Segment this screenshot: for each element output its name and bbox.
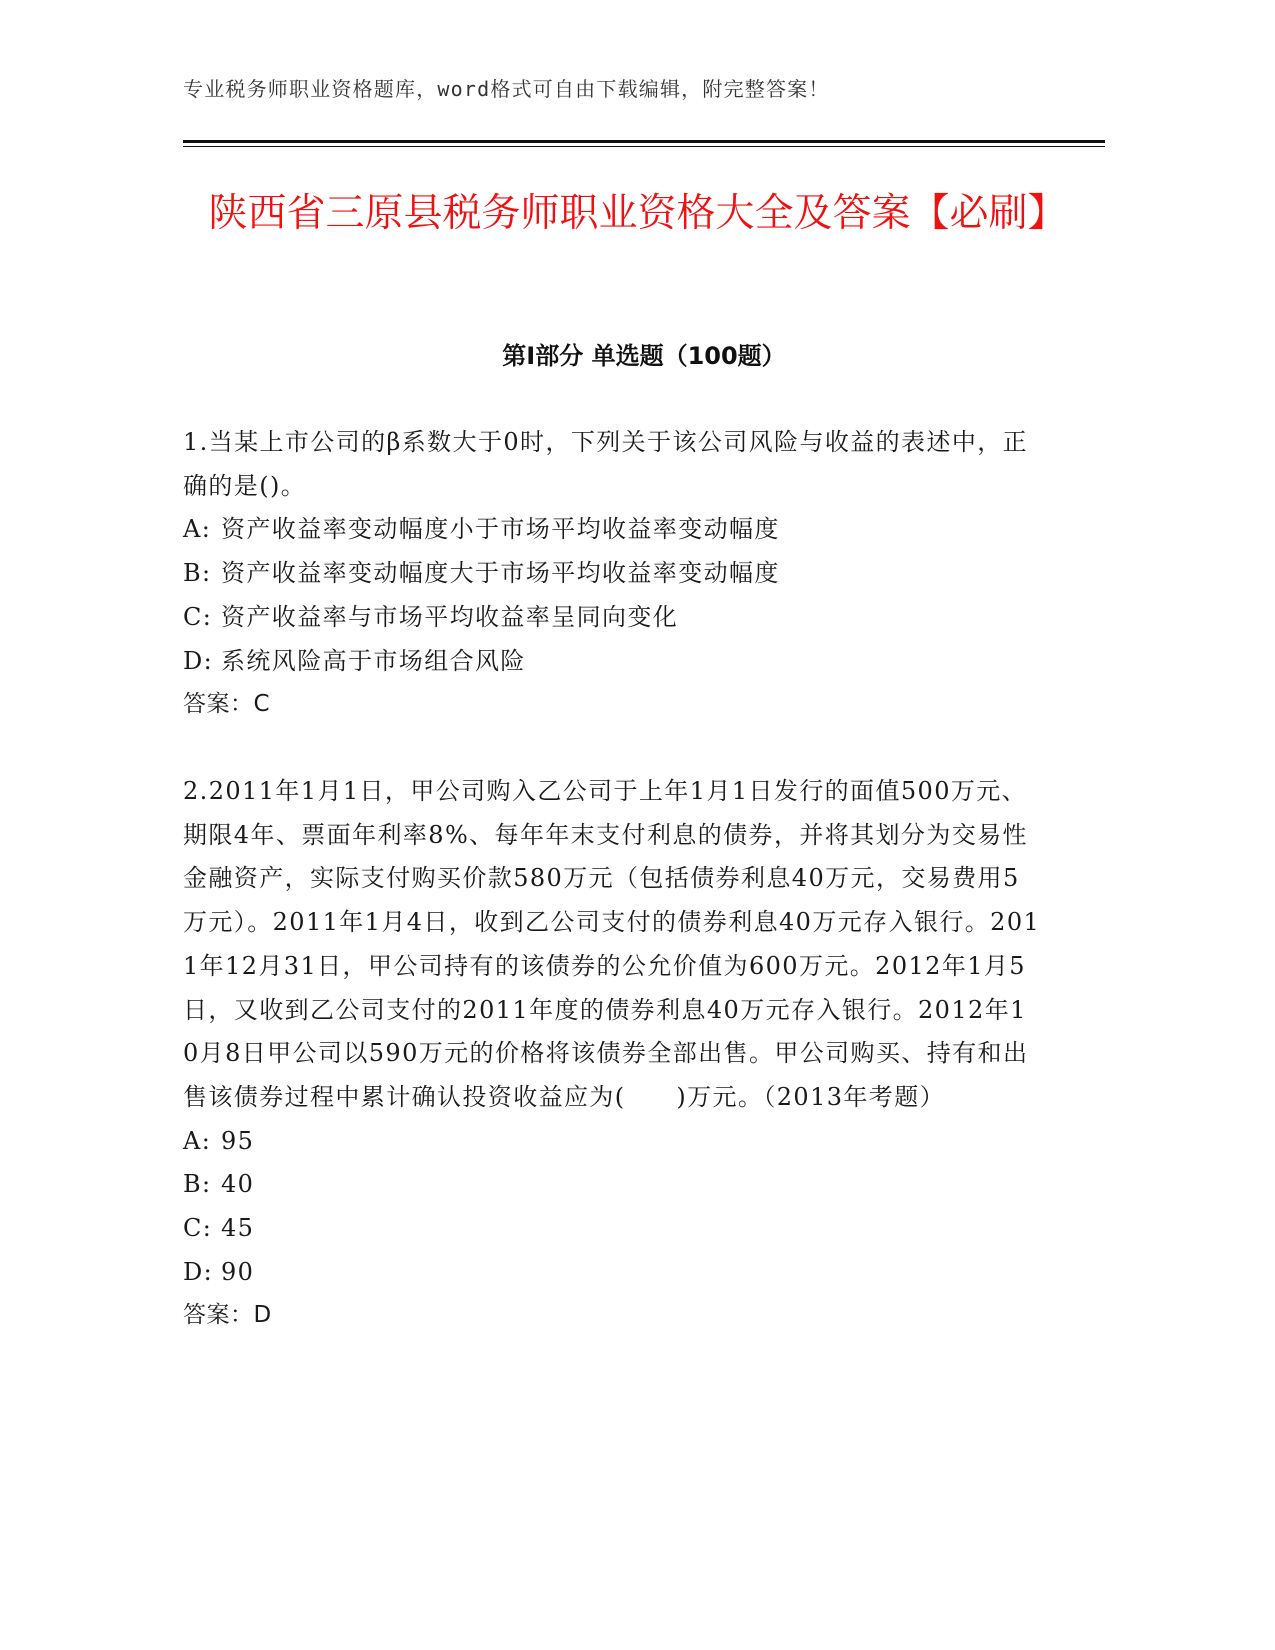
option-text: 资产收益率变动幅度小于市场平均收益率变动幅度 — [221, 515, 780, 544]
option-d — [183, 640, 1043, 684]
option-c — [183, 596, 1043, 640]
option-a — [183, 1120, 1043, 1164]
option-letter: C: — [183, 602, 213, 631]
option-a — [183, 508, 1043, 552]
option-letter: A: — [183, 515, 212, 544]
option-letter: B: — [183, 559, 212, 588]
header-divider-thin — [183, 146, 1105, 147]
option-letter: D: — [183, 1257, 214, 1286]
option-text: 45 — [221, 1214, 255, 1243]
option-b — [183, 552, 1043, 596]
option-c — [183, 1207, 1043, 1251]
answer-line: 答案：D — [183, 1302, 272, 1329]
option-letter: A: — [183, 1126, 212, 1155]
header-note: 专业税务师职业资格题库，word格式可自由下载编辑，附完整答案！ — [183, 77, 830, 101]
header-divider-thick — [183, 140, 1105, 143]
question-1 — [183, 421, 1043, 727]
option-text: 系统风险高于市场组合风险 — [221, 646, 526, 675]
option-letter: C: — [183, 1214, 213, 1243]
option-d — [183, 1251, 1043, 1295]
question-2 — [183, 770, 1043, 1338]
option-letter: D: — [183, 646, 214, 675]
option-text: 资产收益率变动幅度大于市场平均收益率变动幅度 — [221, 559, 780, 588]
document-title: 陕西省三原县税务师职业资格大全及答案【必刷】 — [208, 191, 1067, 236]
question-stem: 1.当某上市公司的β系数大于0时，下列关于该公司风险与收益的表述中，正确的是()。 — [183, 428, 1029, 500]
answer-line: 答案：C — [183, 691, 271, 718]
option-text: 40 — [221, 1170, 255, 1199]
option-text: 90 — [221, 1257, 255, 1286]
option-letter: B: — [183, 1170, 212, 1199]
option-text: 95 — [221, 1126, 255, 1155]
question-stem: 2.2011年1月1日，甲公司购入乙公司于上年1月1日发行的面值500万元、期限4年、票面年利率8%、每年年末支付利息的债券，并将其划分为交易性金融资产，实际支付购买价款580万元（包括债券利息40万元，交易费用5万元）。2011年1月4日，收到乙公司支付的债券利息40万元存入银行。2011年12月31日，甲公司持有的该债券的公允价值为600万元。2012年1月5日，又收到乙公司支付的2011年度的债券利息40万元存入银行。2012年10月8日甲公司以590万元的价格将该债券全部出售。甲公司购买、持有和出售该债券过程中累计确认投资收益应为( )万元。（2013年考题） — [183, 777, 1041, 1111]
section-heading: 第Ⅰ部分 单选题（100题） — [502, 342, 786, 370]
option-b — [183, 1163, 1043, 1207]
option-text: 资产收益率与市场平均收益率呈同向变化 — [221, 602, 679, 631]
